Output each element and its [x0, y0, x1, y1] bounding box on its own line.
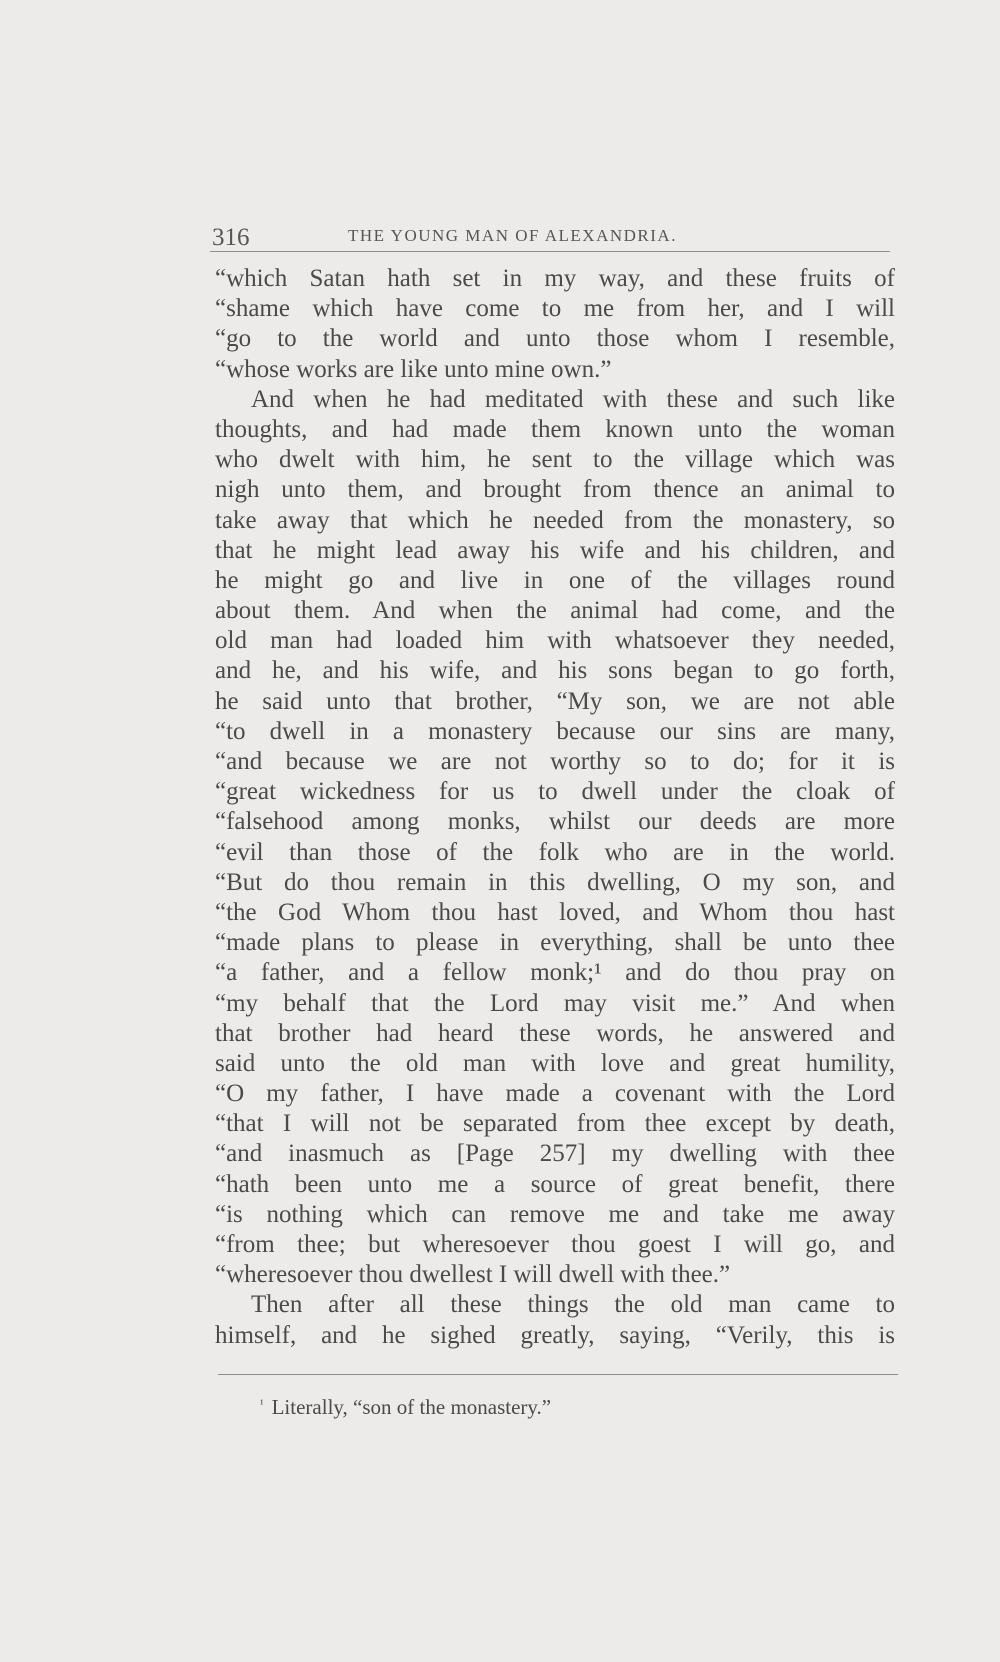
footnote — [260, 1395, 551, 1420]
header-rule — [210, 251, 890, 252]
text-line: “which Satan hath set in my way, and these fruits of — [215, 265, 895, 292]
running-head — [212, 218, 888, 252]
page-number: 316 — [212, 224, 250, 251]
text-line: said unto the old man with love and great humility, — [215, 1049, 895, 1077]
text-line: “falsehood among monks, whilst our deeds are more — [215, 808, 895, 836]
text-line: “whose works are like unto mine own.” — [215, 355, 612, 383]
text-line: “the God Whom thou hast loved, and Whom thou hast — [215, 898, 895, 926]
text-line: himself, and he sighed greatly, saying, “Verily, this is — [215, 1321, 895, 1349]
text-line: “and inasmuch as [Page 257] my dwelling with thee — [215, 1140, 895, 1168]
text-line: Then after all these things the old man came to — [251, 1291, 895, 1319]
text-line: “hath been unto me a source of great benefit, there — [215, 1170, 895, 1198]
text-line: “is nothing which can remove me and take me away — [215, 1200, 895, 1228]
text-line: take away that which he needed from the monastery, so — [215, 506, 895, 534]
text-line: “evil than those of the folk who are in the world. — [215, 838, 895, 866]
running-title: THE YOUNG MAN OF ALEXANDRIA. — [348, 226, 677, 245]
text-line: “shame which have come to me from her, and I will — [215, 295, 895, 323]
text-line: he said unto that brother, “My son, we are not able — [215, 687, 895, 715]
footnote-marker: ¹ — [260, 1397, 264, 1411]
text-line: and he, and his wife, and his sons began to go forth, — [215, 657, 895, 685]
text-line: And when he had meditated with these and such like — [251, 385, 895, 413]
text-line: that he might lead away his wife and his children, and — [215, 536, 895, 564]
text-line: “great wickedness for us to dwell under the cloak of — [215, 778, 895, 806]
text-line: “wheresoever thou dwellest I will dwell with thee.” — [215, 1261, 731, 1289]
text-line: “But do thou remain in this dwelling, O my son, and — [215, 868, 895, 896]
footnote-text: Literally, “son of the monastery.” — [271, 1395, 552, 1419]
text-line: “made plans to please in everything, shall be unto thee — [215, 929, 895, 957]
text-line: “my behalf that the Lord may visit me.” And when — [215, 989, 895, 1017]
text-line: “to dwell in a monastery because our sins are many, — [215, 717, 895, 745]
text-line: “from thee; but wheresoever thou goest I will go, and — [215, 1231, 895, 1258]
text-line: “that I will not be separated from thee except by death, — [215, 1110, 895, 1138]
text-line: old man had loaded him with whatsoever they needed, — [215, 627, 895, 655]
text-line: “and because we are not worthy so to do; for it is — [215, 748, 895, 775]
text-line: thoughts, and had made them known unto the woman — [215, 415, 895, 443]
text-line: that brother had heard these words, he answered and — [215, 1019, 895, 1047]
body-text — [215, 264, 895, 1351]
text-line: nigh unto them, and brought from thence an animal to — [215, 476, 895, 504]
text-line: “a father, and a fellow monk;¹ and do thou pray on — [215, 959, 895, 987]
text-line: he might go and live in one of the villages round — [215, 566, 895, 594]
text-line: “O my father, I have made a covenant with the Lord — [215, 1080, 895, 1108]
footnote-rule — [218, 1374, 898, 1375]
text-line: “go to the world and unto those whom I resemble, — [215, 325, 895, 353]
text-line: who dwelt with him, he sent to the village which was — [215, 446, 895, 474]
text-line: about them. And when the animal had come, and the — [215, 597, 895, 625]
